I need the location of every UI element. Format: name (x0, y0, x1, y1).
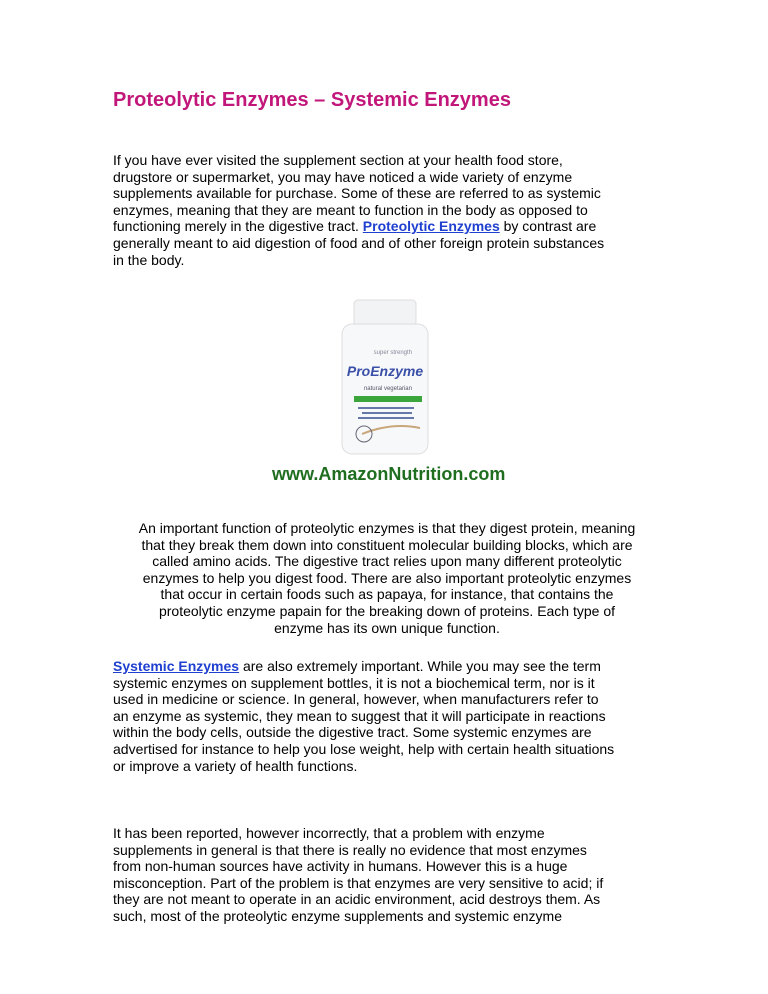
text-line: systemic enzymes on supplement bottles, it is not a biochemical term, nor is it (113, 674, 595, 691)
text-line: an enzyme as systemic, they mean to suggest that it will participate in reactions (113, 707, 606, 724)
text-line (113, 218, 604, 235)
intro-paragraph (113, 152, 604, 268)
centered-paragraph (113, 520, 661, 636)
misconception-paragraph (113, 825, 603, 925)
brand-logo: ProEnzyme (346, 363, 424, 379)
product-image (272, 292, 506, 492)
text-line: in the body. (113, 251, 185, 268)
text-line (113, 658, 614, 675)
text-line: they are not meant to operate in an acidic environment, acid destroys them. As (113, 891, 601, 908)
text-line: advertised for instance to help you lose weight, help with certain health situations (113, 740, 615, 757)
text-line: called amino acids. The digestive tract relies upon many different proteolytic (152, 553, 622, 570)
text-line: used in medicine or science. In general, however, when manufacturers refer to (113, 691, 599, 708)
proteolytic-enzymes-link[interactable]: Proteolytic Enzymes (362, 218, 500, 235)
text-line: that occur in certain foods such as papaya, for instance, that contains the (160, 586, 614, 603)
text-line: proteolytic enzyme papain for the breaking down of proteins. Each type of (158, 602, 616, 619)
text: functioning merely in the digestive tract. (113, 218, 363, 235)
text-line: that they break them down into constituent molecular building blocks, which are (141, 536, 633, 553)
systemic-enzymes-link[interactable]: Systemic Enzymes (113, 658, 240, 674)
page-title: Proteolytic Enzymes – Systemic Enzymes (113, 89, 511, 111)
text-line: enzymes, meaning that they are meant to function in the body as opposed to (113, 201, 588, 218)
text: are also extremely important. While you may see the term (239, 658, 601, 674)
text-line: It has been reported, however incorrectly, that a problem with enzyme (113, 825, 545, 841)
text-line: generally meant to aid digestion of food and of other foreign protein substances (113, 234, 605, 251)
bottle-top-text: super strength (373, 350, 412, 356)
systemic-paragraph (113, 658, 614, 774)
text-line: supplements available for purchase. Some of these are referred to as systemic (113, 185, 601, 202)
text-line: from non-human sources have activity in humans. However this is a huge (113, 858, 568, 875)
text-line: enzyme has its own unique function. (274, 619, 500, 636)
text-line: drugstore or supermarket, you may have noticed a wide variety of enzyme (113, 168, 573, 185)
text-line: such, most of the proteolytic enzyme supplements and systemic enzyme (113, 907, 562, 924)
text-line: If you have ever visited the supplement section at your health food store, (113, 152, 563, 168)
text-line: An important function of proteolytic enzymes is that they digest protein, meaning (138, 520, 636, 536)
text-line: within the body cells, outside the digestive tract. Some systemic enzymes are (113, 724, 592, 741)
text-line: supplements in general is that there is really no evidence that most enzymes (113, 841, 587, 858)
text: by contrast are (499, 218, 597, 235)
image-caption: www.AmazonNutrition.com (272, 464, 506, 484)
text-line: misconception. Part of the problem is that enzymes are very sensitive to acid; if (113, 874, 604, 891)
text-line: enzymes to help you digest food. There are also important proteolytic enzymes (142, 569, 632, 586)
text-line: or improve a variety of health functions. (113, 757, 358, 774)
bottle-subtitle: natural vegetarian (363, 386, 412, 392)
